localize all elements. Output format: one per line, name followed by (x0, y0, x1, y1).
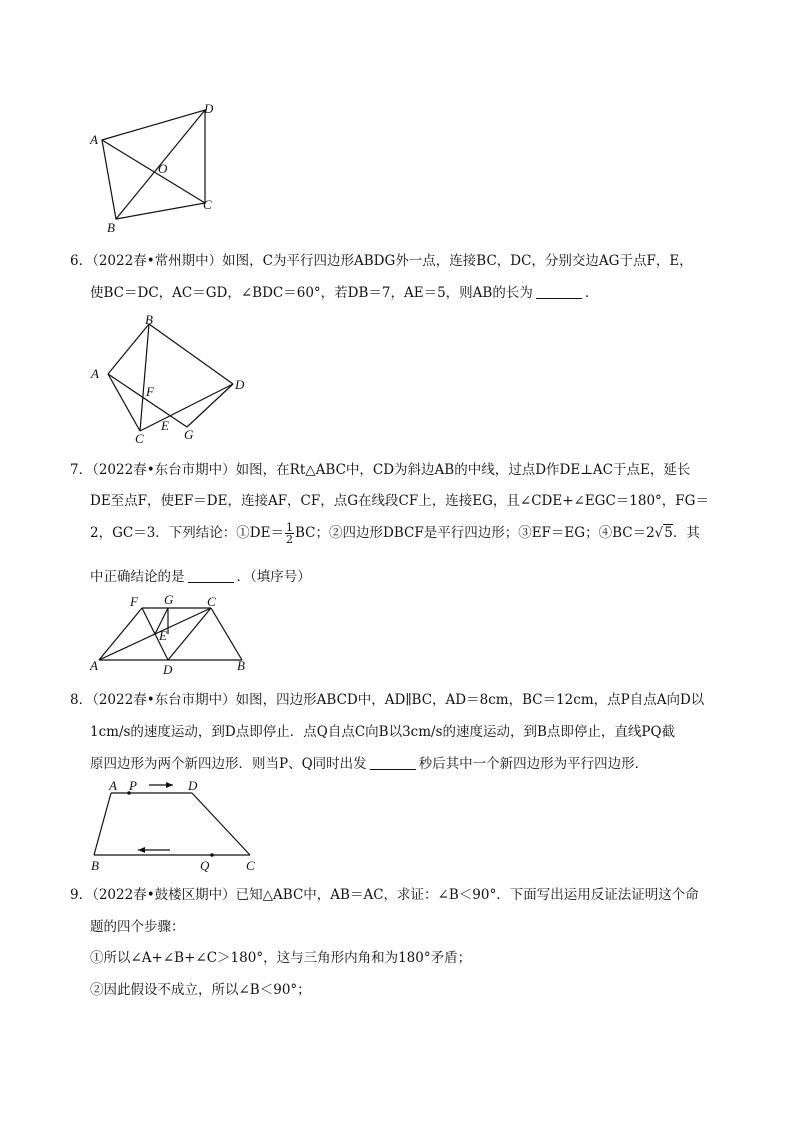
label-D: D (235, 377, 245, 392)
question-source: （2022春•东台市期中） (92, 462, 236, 478)
question-text-end: 秒后其中一个新四边形为平行四边形． (418, 756, 649, 772)
question-text: 如图，四边形ABCD中，AD∥BC，AD＝8cm，BC＝12cm，点P自点A向D以 (235, 692, 705, 708)
conclusion-4: ④BC＝2 (598, 525, 655, 541)
question-text: 使BC＝DC，AC＝GD，∠BDC＝60°，若DB＝7，AE＝5，则AB的长为 (90, 285, 533, 301)
fraction-denominator: 2 (285, 533, 293, 546)
question-text: 已知△ABC中，AB＝AC，求证：∠B＜90°．下面写出运用反证法证明这个命 (235, 887, 699, 903)
label-B: B (107, 220, 115, 235)
label-E: E (161, 418, 169, 433)
question-text-end: ．（填序号） (236, 569, 311, 585)
question-9-line2 (90, 917, 730, 937)
conclusion-1-tail: BC； (294, 525, 329, 541)
label-D: D (204, 101, 214, 116)
question-8-line3 (90, 754, 730, 774)
fraction-numerator: 1 (285, 521, 293, 534)
conclusion-3: ③EF＝EG； (518, 525, 599, 541)
label-C: C (207, 594, 216, 609)
conclusion-1-text: DE＝ (249, 525, 284, 541)
label-D: D (163, 662, 173, 677)
question-8-line2 (90, 722, 730, 742)
question-text: 2，GC＝3．下列结论： (90, 525, 237, 541)
sqrt-symbol: √ (654, 525, 664, 541)
label-B: B (237, 658, 245, 673)
label-Q: Q (200, 858, 210, 873)
question-text-end: ． (584, 285, 599, 301)
label-B: B (91, 858, 99, 873)
question-text: 如图，在Rt△ABC中，CD为斜边AB的中线，过点D作DE⊥AC于点E，延长 (235, 462, 691, 478)
question-text: 原四边形为两个新四边形．则当P、Q同时出发 (90, 756, 367, 772)
question-source: （2022春•东台市期中） (92, 692, 236, 708)
fraction-one-half (285, 522, 294, 545)
question-9-step2 (90, 980, 730, 1000)
answer-blank[interactable] (370, 756, 416, 770)
question-6 (70, 251, 730, 271)
label-G: G (184, 427, 194, 442)
question-text: DE至点F，使EF＝DE，连接AF，CF，点G在线段CF上，连接EG，且∠CDE+∠EGC＝180°，FG＝ (90, 493, 709, 509)
question-7-line3 (90, 522, 730, 545)
question-7-line4 (90, 567, 730, 587)
label-A: A (90, 132, 98, 147)
label-P: P (129, 778, 137, 793)
label-A: A (109, 778, 117, 793)
question-number: 7． (70, 462, 93, 478)
figure-quadrilateral-abcd (80, 98, 230, 238)
question-source: （2022春•常州期中） (92, 253, 223, 269)
question-text: 如图，C为平行四边形ABDG外一点，连接BC，DC，分别交边AG于点F，E， (222, 253, 693, 269)
label-C: C (246, 858, 255, 873)
question-text: 中正确结论的是 (90, 569, 185, 585)
question-9 (70, 885, 730, 905)
question-8 (70, 690, 730, 710)
label-F: F (130, 594, 138, 609)
label-O: O (158, 161, 168, 176)
label-D: D (188, 778, 198, 793)
question-text: 题的四个步骤： (90, 919, 185, 935)
label-G: G (164, 592, 174, 607)
label-A: A (91, 366, 99, 381)
answer-blank[interactable] (536, 285, 582, 299)
question-text: 1cm/s的速度运动，到D点即停止．点Q自点C向B以3cm/s的速度运动，到B点即停止，直线PQ截 (90, 724, 676, 740)
conclusion-1-marker: ① (236, 525, 250, 541)
question-number: 6． (70, 253, 93, 269)
label-B: B (145, 312, 153, 327)
question-6-line2 (90, 283, 750, 303)
question-source: （2022春•鼓楼区期中） (92, 887, 236, 903)
question-number: 8． (70, 692, 93, 708)
conclusion-2: ②四边形DBCF是平行四边形； (329, 525, 519, 541)
question-number: 9． (70, 887, 93, 903)
proof-step-1: ①所以∠A+∠B+∠C＞180°，这与三角形内角和为180°矛盾； (90, 950, 472, 966)
label-A: A (90, 658, 98, 673)
label-C: C (203, 197, 212, 212)
conclusion-4-tail: ．其 (672, 525, 700, 541)
question-7 (70, 460, 730, 480)
figure-parallelogram-abdg (85, 312, 265, 447)
question-9-step1 (90, 948, 730, 968)
question-7-line2 (90, 491, 730, 511)
answer-blank[interactable] (188, 569, 234, 583)
proof-step-2: ②因此假设不成立，所以∠B＜90°； (90, 982, 311, 998)
figure-triangle-abc (85, 592, 265, 677)
label-E: E (159, 628, 167, 643)
label-F: F (146, 384, 154, 399)
label-C: C (135, 431, 144, 446)
sqrt-radicand: 5 (664, 525, 673, 541)
figure-trapezoid-abcd (85, 775, 265, 875)
